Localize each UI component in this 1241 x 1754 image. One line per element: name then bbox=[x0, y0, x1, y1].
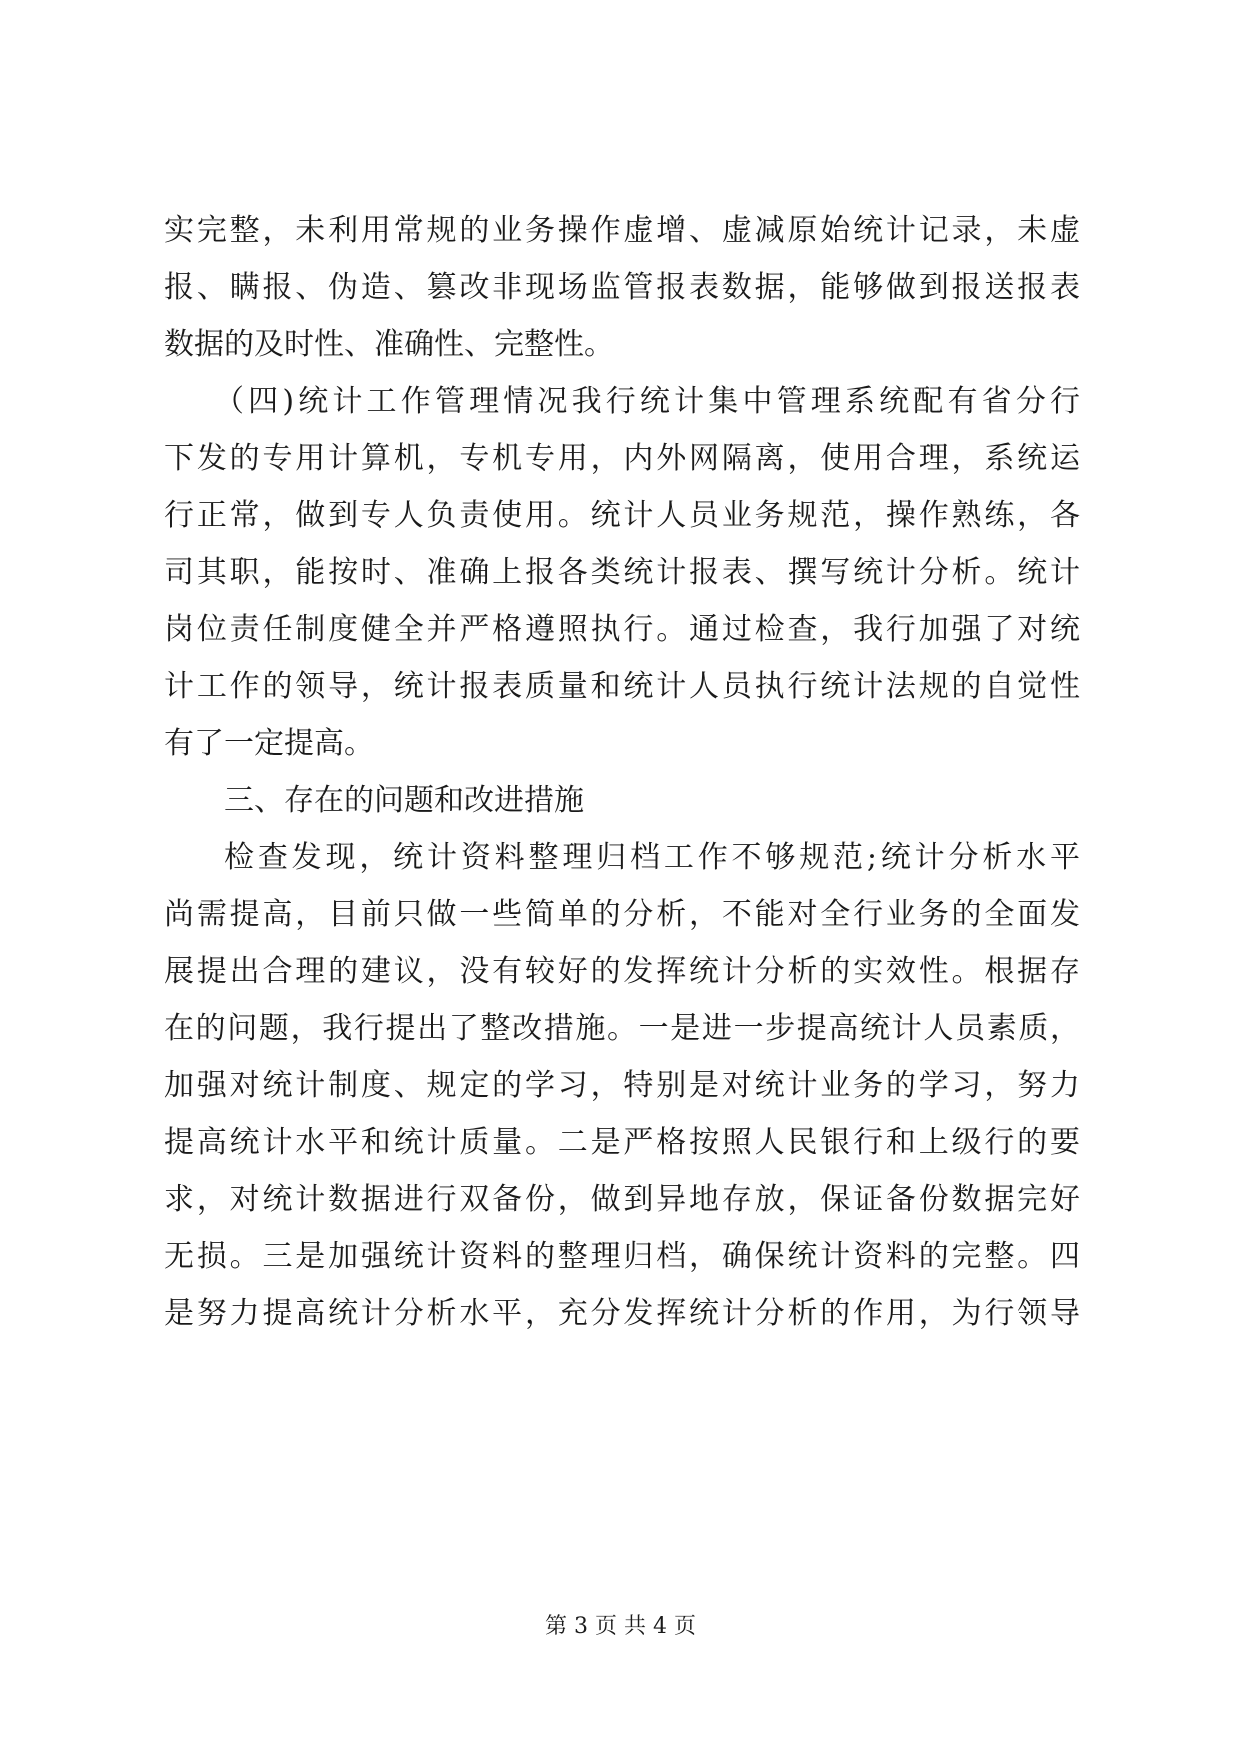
body-text-line: 尚需提高，目前只做一些简单的分析，不能对全行业务的全面发 bbox=[164, 897, 1080, 932]
body-text-line: 求，对统计数据进行双备份，做到异地存放，保证备份数据完好 bbox=[164, 1182, 1080, 1217]
body-text-line: 报、瞒报、伪造、篡改非现场监管报表数据，能够做到报送报表 bbox=[164, 270, 1080, 305]
body-text-line: 有了一定提高。 bbox=[164, 726, 374, 761]
body-text-line: 下发的专用计算机，专机专用，内外网隔离，使用合理，系统运 bbox=[164, 441, 1080, 476]
body-text-line: 数据的及时性、准确性、完整性。 bbox=[164, 327, 614, 362]
body-text-line: 提高统计水平和统计质量。二是严格按照人民银行和上级行的要 bbox=[164, 1125, 1080, 1160]
page-number-footer: 第 3 页 共 4 页 bbox=[545, 1614, 696, 1639]
body-text-line: 实完整，未利用常规的业务操作虚增、虚减原始统计记录，未虚 bbox=[164, 213, 1080, 248]
body-text-line: 展提出合理的建议，没有较好的发挥统计分析的实效性。根据存 bbox=[164, 954, 1080, 989]
section-heading: 三、存在的问题和改进措施 bbox=[224, 783, 584, 818]
body-text-line: 检查发现，统计资料整理归档工作不够规范;统计分析水平 bbox=[224, 840, 1080, 875]
body-text-line: 无损。三是加强统计资料的整理归档，确保统计资料的完整。四 bbox=[164, 1239, 1080, 1274]
body-text-line: 计工作的领导，统计报表质量和统计人员执行统计法规的自觉性 bbox=[164, 669, 1080, 704]
body-text-line: 在的问题，我行提出了整改措施。一是进一步提高统计人员素质， bbox=[164, 1011, 1080, 1046]
body-text-line: 司其职，能按时、准确上报各类统计报表、撰写统计分析。统计 bbox=[164, 555, 1080, 590]
body-text-line: 岗位责任制度健全并严格遵照执行。通过检查，我行加强了对统 bbox=[164, 612, 1080, 647]
body-text-line: （四)统计工作管理情况我行统计集中管理系统配有省分行 bbox=[214, 384, 1080, 419]
body-text-line: 是努力提高统计分析水平，充分发挥统计分析的作用，为行领导 bbox=[164, 1296, 1080, 1331]
body-text-line: 行正常，做到专人负责使用。统计人员业务规范，操作熟练，各 bbox=[164, 498, 1080, 533]
body-text-line: 加强对统计制度、规定的学习，特别是对统计业务的学习，努力 bbox=[164, 1068, 1080, 1103]
